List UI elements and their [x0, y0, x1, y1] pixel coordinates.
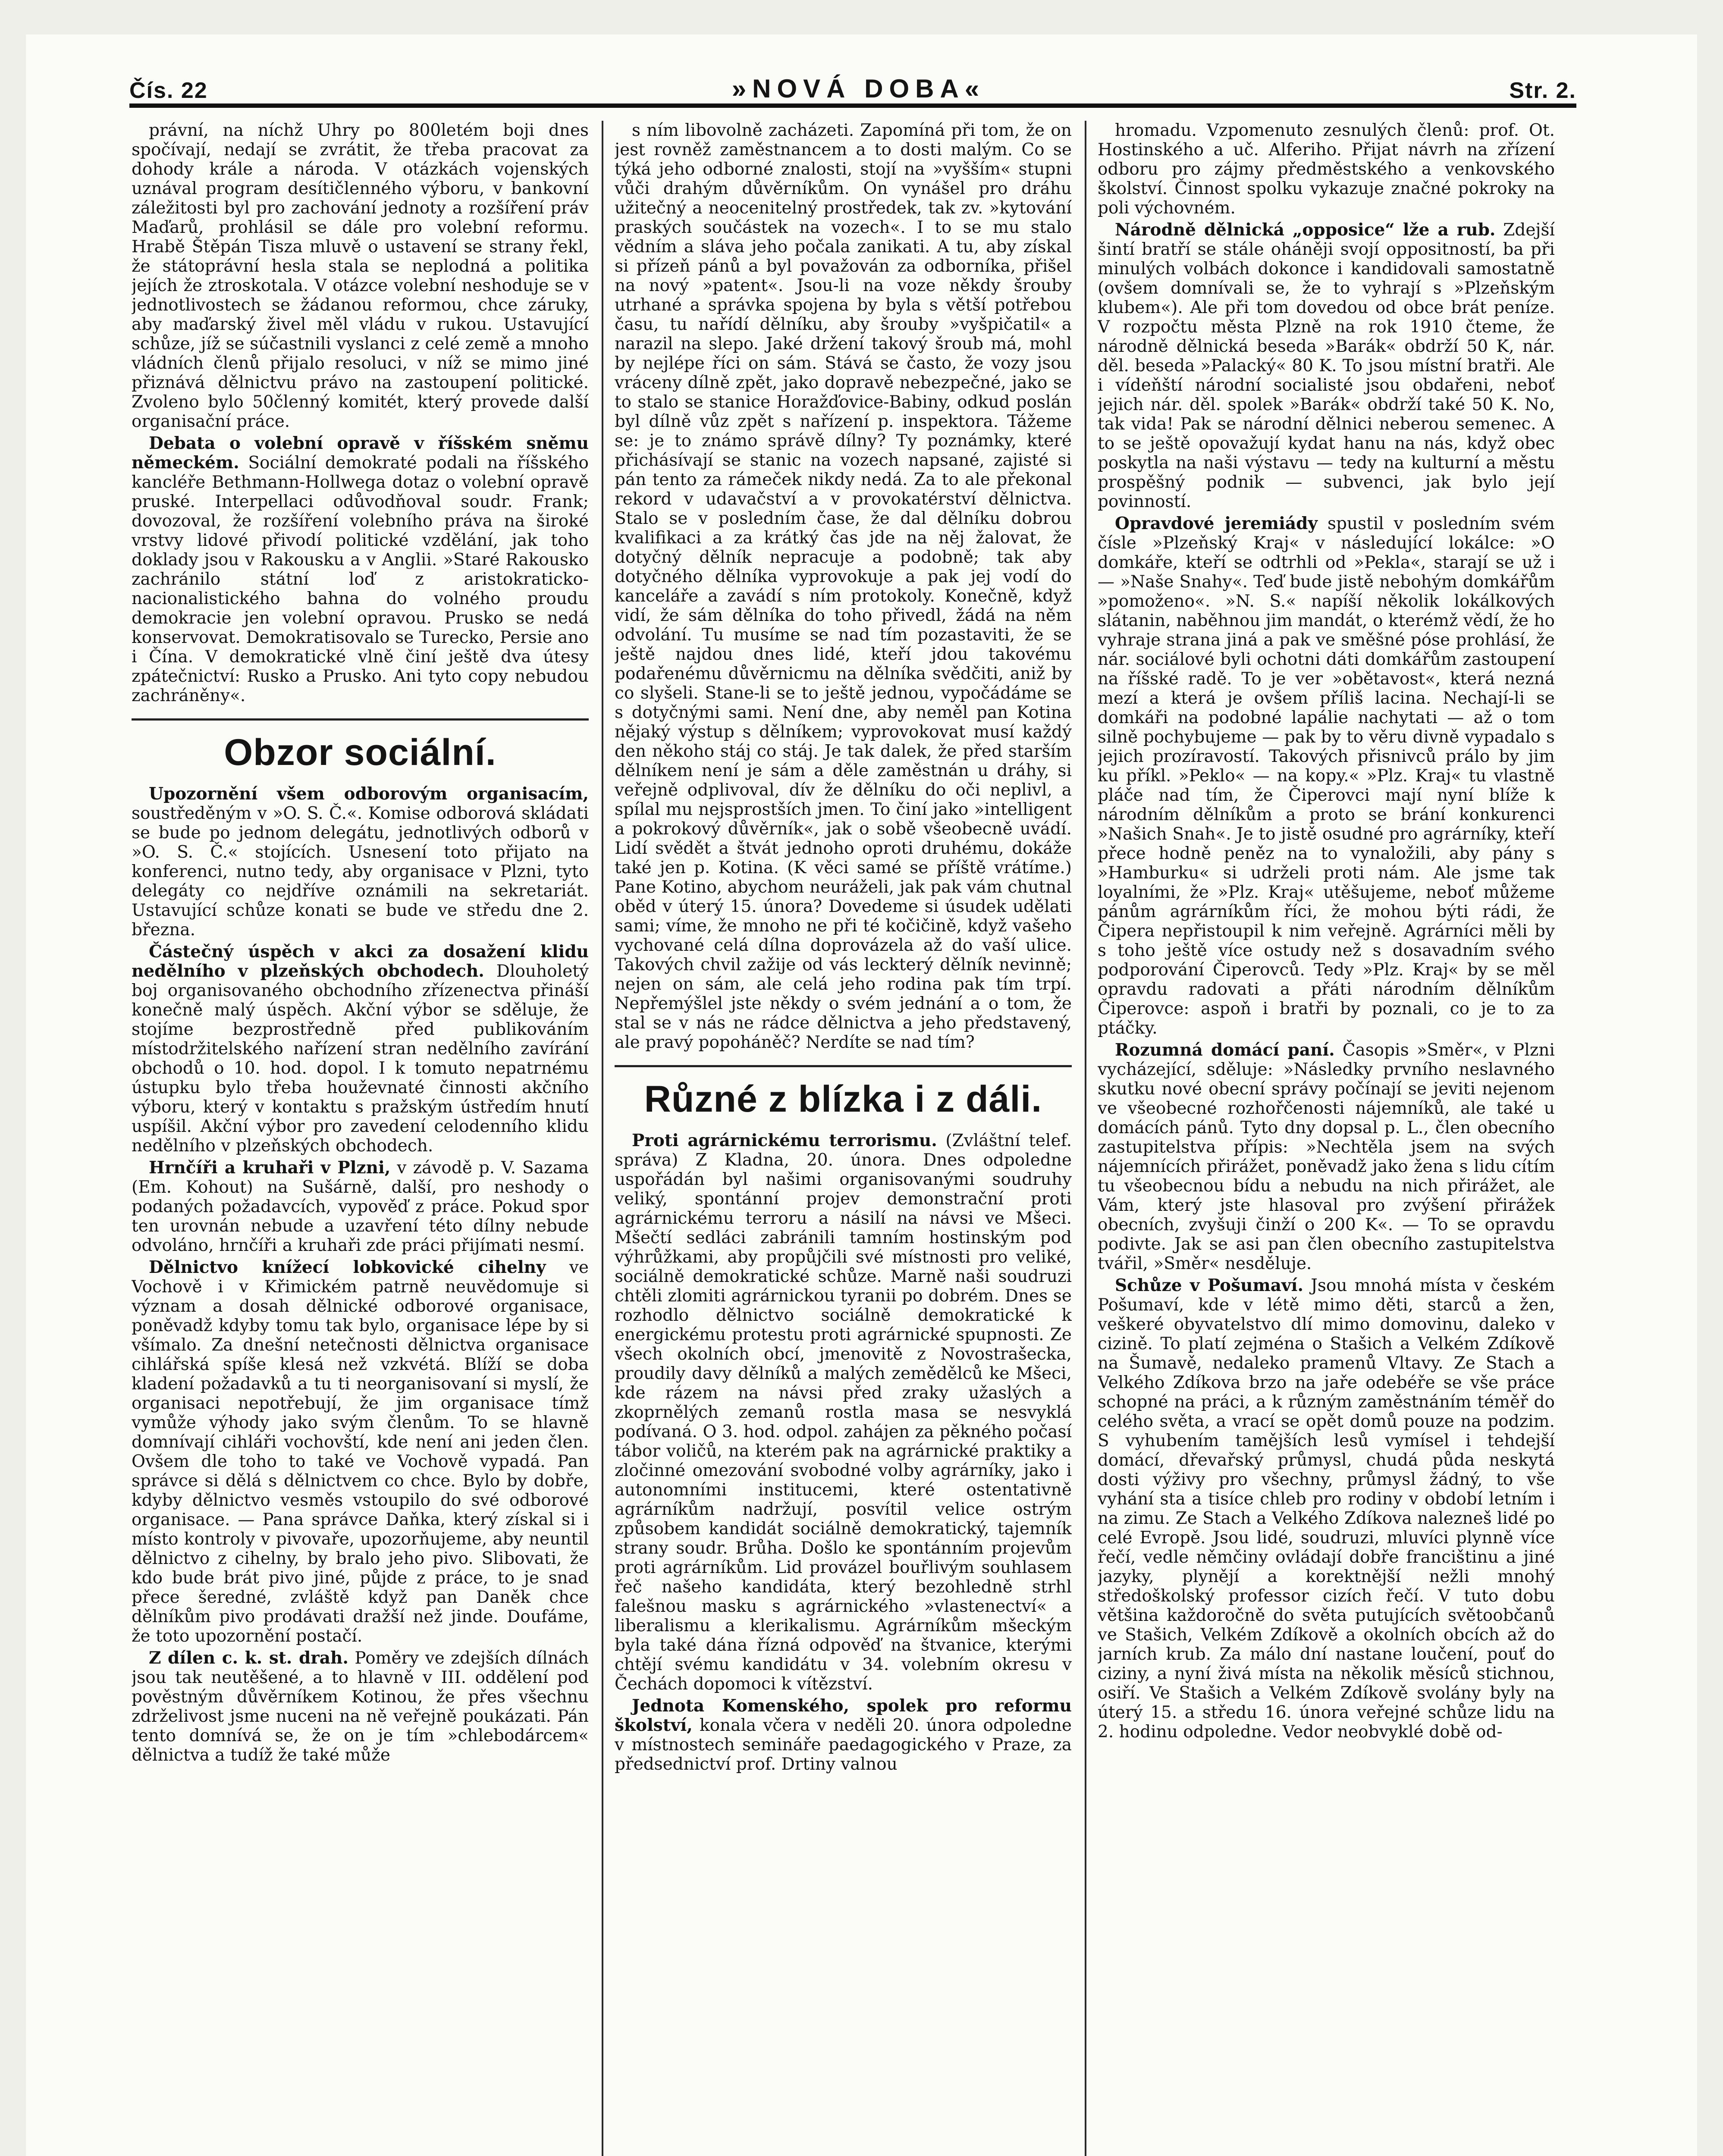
- issue-number: Čís. 22: [129, 78, 208, 103]
- header-rule: [129, 103, 1576, 108]
- article-lead: Opravdové jeremiády: [1115, 514, 1318, 533]
- column-divider-1: [602, 121, 603, 2156]
- section-heading-various: Různé z blízka i z dáli.: [615, 1065, 1072, 1121]
- article-paragraph: [1098, 1040, 1555, 1273]
- article-lead: Částečný úspěch v akci za dosažení klidu nedělního v plzeňských obchodech.: [132, 942, 589, 981]
- article-paragraph: hromadu. Vzpomenuto zesnulých členů: prof. Ot. Hostinského a uč. Alferiho. Přijat návrh na zřízení odboru pro zájmy předměstského a venkovského školství. Činnost spolku vykazuje značné pokroky na poli výchovném.: [1098, 121, 1555, 218]
- article-paragraph: [1098, 1276, 1555, 1742]
- article-paragraph: [132, 1158, 589, 1255]
- article-paragraph: [132, 1258, 589, 1646]
- page-number: Str. 2.: [1509, 78, 1576, 103]
- article-body: spustil v posledním svém čísle »Plzeňský Kraj« v následující lokálce: »O domkáře, kteří se odtrhli od »Pekla«, starají se už i — »Naše Snahy«. Teď bude jistě nebohým domkářům »pomoženo«. »N. S.« napíší několik lokálkových slátanin, naběhnou jim mandát, o kterémž vědí, že ho vyhraje strana jiná a pak ve směšné póse prohlásí, že nár. sociálové byli ochotni dáti domkářům zastoupení na říšské radě. To je ver »obětavost«, která nezná mezí a která je ovšem příliš lacina. Nechají-li se domkáři na podobné lapálie nachytati — až o tom silně pochybujeme — pak by to věru divně vypadalo s jejich prozíravostí. Takových přisnivců prálo by jim ku příkl. »Peklo« — na kopy.« »Plz. Kraj« tu vlastně pláče nad tím, že Čiperovci mají nyní blíže k národním dělníkům a proto se brání konkurenci »Našich Snah«. Je to jistě osudné pro agrárníky, kteří přece hodně peněz na to vynaložili, aby pány s »Hamburku« si udrželi proti nám. Ale jsme tak loyalními, že »Plz. Kraj« utěšujeme, neboť můžeme pánům agrárníkům říci, že mohou býti rádi, že Čipera nepřistoupil k nim veřejně. Agrárníci měli by s toho ještě více ostudy než s dosavadním svého podporování Čiperovců. Tedy »Plz. Kraj« by se měl opravdu radovati a přáti národním dělníkům Čiperovce: aspoň i bratři by poznali, co je to za ptáčky.: [1098, 514, 1555, 1038]
- article-lead: Hrnčíři a kruhaři v Plzni,: [149, 1158, 391, 1178]
- article-paragraph: [1098, 220, 1555, 511]
- article-lead: Rozumná domácí paní.: [1115, 1040, 1335, 1060]
- article-body: konala včera v neděli 20. února odpoledne v místnostech semináře paedagogického v Praze, za předsednictví prof. Drtiny valnou: [615, 1716, 1072, 1774]
- article-body: (Zvláštní telef. správa) Z Kladna, 20. února. Dnes odpoledne uspořádán byl našimi organisovanými soudruhy veliký, spontánní projev demonstrační proti agrárnickému terroru a násilí na návsi ve Mšeci. Mšečtí sedláci zabránili tamním hostinským pod výhrůžkami, aby propůjčili své místnosti pro veliké, sociálně demokratické schůze. Marně naši soudruzi chtěli zlomiti agrárnickou tyranii po dobrém. Dnes se rozhodlo dělnictvo sociálně demokratické k energickému protestu proti agrárnické spupnosti. Ze všech okolních obcí, jmenovitě z Novostrašecka, proudily davy dělníků a malých zemědělců ke Mšeci, kde rázem na návsi před zraky užaslých a zkoprnělých zemanů rostla masa se nesvyklá podívaná. O 3. hod. odpol. zahájen za pěkného počasí tábor voličů, na kterém pak na agrárnické praktiky a zločinné omezování svobodné volby agrárníky, jako i autonomními institucemi, které ostentativně agrárníkům nadržují, posvítil velice ostrým způsobem kandidát sociálně demokratický, tajemník strany soudr. Brůha. Došlo ke spontánním projevům proti agrárníkům. Lid provázel bouřlivým souhlasem řeč našeho kandidáta, který bezohledně strhl falešnou masku s agrárnického »vlastenectví« a liberalismu a klerikalismu. Agrárníkům mšeckým byla také dána řízná odpověď na štvanice, kterými chtějí svému kandidátu v 34. volebním okresu v Čechách dopomoci k vítězství.: [615, 1131, 1072, 1694]
- article-paragraph: [615, 1131, 1072, 1694]
- article-paragraph: [132, 784, 589, 940]
- article-body: Poměry ve zdejších dílnách jsou tak neutěšené, a to hlavně v III. oddělení pod pověstným důvěrníkem Kotinou, že přes všechnu zdrželivost jsme nuceni na ně veřejně poukázati. Pán tento domnívá se, že on je tím »chlebodárcem« dělnictva a tudíž že také může: [132, 1648, 589, 1765]
- column-divider-2: [1085, 121, 1086, 2156]
- article-paragraph: [132, 942, 589, 1156]
- article-paragraph: [615, 1696, 1072, 1774]
- article-lead: Z dílen c. k. st. drah.: [149, 1648, 348, 1668]
- article-lead: Proti agrárnickému terrorismu.: [632, 1131, 937, 1150]
- section-heading-social: Obzor sociální.: [132, 718, 589, 774]
- article-body: soustředěným v »O. S. Č.«. Komise odborová skládati se bude po jednom delegátu, jednotlivých odborů v »O. S. Č.« stojících. Usnesení toto přijato na konferenci, nutno tedy, aby organisace v Plzni, tyto delegáty co nejdříve oznámili na sekretariát. Ustavující schůze konati se bude ve středu dne 2. března.: [132, 804, 589, 940]
- article-body: v závodě p. V. Sazama (Em. Kohout) na Sušárně, další, pro neshody o podaných požadavcích, vypověď z práce. Pokud spor ten urovnán nebude a uzavření této dílny nebude odvoláno, hrnčíři a kruhaři zde práci přijímati nesmí.: [132, 1158, 589, 1255]
- column-1: [132, 121, 589, 2156]
- article-body: Časopis »Směr«, v Plzni vycházející, sděluje: »Následky prvního neslavného skutku nové obecní správy počínají se jeviti nejenom ve všeobecné rozhořčenosti nájemníků, ale také u domácích pánů. Tyto dny dopsal p. L., člen obecního zastupitelstva přípis: »Nechtěla jsem na svých nájemnících přirážet, poněvadž jako žena s lidu cítím tu všeobecnou bídu a nebudu na nich přirážet, ale Vám, který jste hlasoval pro zvýšení přirážek obecních, zvyšuji činží o 200 K«. — To se opravdu podivte. Jak se asi pan člen obecního zastupitelstva tvářil, »Směr« nesděluje.: [1098, 1040, 1555, 1273]
- column-3: [1098, 121, 1555, 2156]
- article-lead: Národně dělnická „opposice“ lže a rub.: [1115, 220, 1496, 240]
- page-header: [129, 34, 1576, 103]
- article-paragraph: právní, na níchž Uhry po 800letém boji dnes spočívají, nedají se zvrátit, že třeba pracovat za dohody krále a národa. V otázkách vojenských uznával program desítičlenného výboru, v bankovní záležitosti byl pro zachování jednoty a rozšíření práv Maďarů, prohlásil se dále pro volební reformu. Hrabě Štěpán Tisza mluvě o ustavení se strany řekl, že státoprávní hesla stala se neplodná a politika jejích že ztroskotala. V otázce volební neshoduje se v jednotlivostech se žádanou reformou, chce záruky, aby maďarský živel měl vládu v rukou. Ustavující schůze, jíž se súčastnili vyslanci z celé země a mnoho vládních členů přijalo resoluci, v níž se mimo jiné přiznává dělnictvu právo na zastoupení politické. Zvoleno bylo 50členný komitét, který provede další organisační práce.: [132, 121, 589, 431]
- article-paragraph: [1098, 514, 1555, 1038]
- article-lead: Dělnictvo knížecí lobkovické cihelny: [149, 1257, 546, 1277]
- article-body: Dlouholetý boj organisovaného obchodního zřízenectva přináší konečně malý úspěch. Akční výbor se sděluje, že stojíme bezprostředně před publikováním místodržitelského nařízení stran nedělního zavírání obchodů o 10. hod. dopol. I k tomuto nepatrnému ústupku bylo třeba houževnaté činnosti akčního výboru, který v kontaktu s pražským ústředím hnutí uspíšil. Akční výbor pro zavedení celodenního klidu nedělního v plzeňských obchodech.: [132, 962, 589, 1156]
- article-paragraph: [132, 434, 589, 705]
- article-body: Zdejší šintí bratří se stále oháněji svojí oppositností, ba při minulých volbách dokonce i kandidovali samostatně (ovšem domnívali se, že to vyhrají s »Plzeňským klubem«). Ale při tom dovedou od obce brát peníze. V rozpočtu města Plzně na rok 1910 čteme, že národně dělnická beseda »Barák« obdrží 50 K, nár. děl. beseda »Palacký« 80 K. To jsou místní bratři. Ale i vídeňští národní socialisté jsou obdařeni, neboť jejich nár. děl. spolek »Barák« obdrží také 50 K. No, tak vida! Pak se národní dělnici neberou semenec. A to se ještě opovažují kydat hanu na nás, když obec poskytla na naši výstavu — tedy na kulturní a městu prospěšný podnik — subvenci, jak bylo její povinností.: [1098, 220, 1555, 511]
- article-paragraph: s ním libovolně zacházeti. Zapomíná při tom, že on jest rovněž zaměstnancem a to dosti malým. Co se týká jeho odborné znalosti, stojí na »vyšším« stupni vůči drahým důvěrníkům. On vynášel pro dráhu užitečný a neocenitelný prostředek, tak zv. »kytování praských součástek na vozech«. I to se mu stalo vědním a sláva jeho počala zanikati. A tu, aby získal si přízeň pánů a byl považován za odborníka, přišel na nový »patent«. Jsou-li na voze někdy šrouby utrhané a správka spojena by byla s větší potřebou času, tu nařídí dělníku, aby šrouby »vyšpičatil« a narazil na slepo. Jaké držení takový šroub má, mohl by nejlépe říci on sám. Stává se často, že vozy jsou vráceny dílně zpět, jako dopravě nebezpečné, jako se to stalo se stanice Horažďovice-Babiny, odkud poslán byl dílně vůz zpět s nařízení p. inspektora. Tážeme se: je to známo správě dílny? Ty poznámky, které přichásívají se stanic na vozech napsané, zajisté si pán tento za rámeček nikdy nedá. Za to ale překonal rekord v udavačství a v provokatérství dělnictva. Stalo se v posledním čase, že dal dělníku dobrou kvalifikaci a za krátký čas jde na něj žalovat, že dotyčný dělník nepracuje a podobně; tak aby dotyčného dělníka vyprovokuje a pak jej vodí do kanceláře a zavádí s ním protokoly. Konečně, když vidí, že sám dělníka do toho přivedl, žádá na něm odvolání. Tu musíme se nad tím pozastaviti, že se ještě najdou dnes lidé, kteří jdou takovému podařenému důvěrnicmu na dělníka svědčiti, aniž by co slyšeli. Stane-li se to ještě jednou, vypočádáme se s dotyčnými sami. Není dne, aby neměl pan Kotina nějaký výstup s dělníkem; vyprovokovat musí každý den někoho stáj co stáj. Je tak dalek, že před starším dělníkem není je sám a děle zaměstnán u dráhy, si veřejně odplivoval, dív že dělníku do oči neplivl, a spílal mu nejsprostších jmen. To činí jako »intelligent a pokrokový důvěrník«, jak o sobě všeobecně uvádí. Lidí svědět a štvát jednoho oproti druhému, dokáže také jen p. Kotina. (K věci samé se příště vrátíme.) Pane Kotino, abychom neuráželi, jak pak vám chutnal oběd v úterý 15. února? Dovedeme si úsudek udělati sami; víme, že mnoho ne při té kočičině, když vašeho vychované celá dílna doprovázela až do vaší ulice. Takových chvil zažije od vás leckterý dělník nevinně; nejen on sám, ale celá jeho rodina pak tím trpí. Nepřemýšlel jste někdy o svém jednání a o tom, že stal se v nás ne rádce dělnictva a jeho představený, ale pravý popoháněč? Nerdíte se nad tím?: [615, 121, 1072, 1052]
- article-body: Sociální demokraté podali na říšského kancléře Bethmann-Hollwega dotaz o volební opravě pruské. Interpellaci odůvodňoval soudr. Frank; dovozoval, že rozšíření volebního práva na široké vrstvy lidové přivodí politické vzdělání, jak toho doklady jsou v Rakousku a v Anglii. »Staré Rakousko zachránilo státní loď z aristokraticko-nacionalistického bahna do volného proudu demokracie jen volební opravou. Prusko se nedá konservovat. Demokratisovalo se Turecko, Persie ano i Čína. V demokratické vlně činí ještě dva útesy zpátečnictví: Rusko a Prusko. Ani tyto copy nebudou zachráněny«.: [132, 453, 589, 705]
- article-lead: Schůze v Pošumaví.: [1115, 1275, 1304, 1295]
- column-2: [615, 121, 1072, 2156]
- article-lead: Jednota Komenského, spolek pro reformu školství,: [615, 1696, 1072, 1735]
- article-body: ve Vochově i v Křimickém patrně neuvědomuje si význam a dosah dělnické odborové organisace, poněvadž kdyby tomu tak bylo, organisace lépe by si všímalo. Za dnešní netečnosti dělnictva organisace cihlářská spíše klesá než vzkvétá. Blíží se doba kladení požadavků a tu ti neorganisovaní si myslí, že organisaci nepotřebují, že jim organisace tímž vymůže výhody jako svým členům. To se hlavně domnívají cihláři vochovští, kde není ani jeden člen. Ovšem dle toho to také ve Vochově vypadá. Pan správce si dělá s dělnictvem co chce. Bylo by dobře, kdyby dělnictvo vesměs vstoupilo do své odborové organisace. — Pana správce Daňka, který získal si i místo kontroly v pivovaře, upozorňujeme, aby neuntil dělnictvo z cihelny, by bralo jeho pivo. Slibovati, že kdo bude brát pivo jiné, půjde z práce, to je snad přece šeredné, zvláště když pan Daněk chce dělníkům pivo prodávati dražší než jinde. Doufáme, že toto upozornění postačí.: [132, 1258, 589, 1646]
- article-lead: Upozornění všem odborovým organisacím,: [149, 784, 589, 804]
- article-body: Jsou mnohá místa v českém Pošumaví, kde v létě mimo děti, starců a žen, veškeré obyvatelstvo dlí mimo domovinu, daleko v cizině. To platí zejména o Stašich a Velkém Zdíkově na Šumavě, nedaleko pramenů Vltavy. Ze Stach a Velkého Zdíkova brzo na jaře odebéře se vše práce schopné na práci, a k různým zaměstnáním téměř do celého světa, a vrací se opět domů pouze na podzim. S vyhubením tamějších lesů vymísel i tehdejší domácí, dřevařský průmysl, chudá půda neskytá dosti výživy pro všechny, průmysl žádný, to vše vyhání sta a tisíce chleb pro rodiny v období letním i na zimu. Ze Stach a Velkého Zdíkova nalezneš lidé po celé Evropě. Jsou lidé, soudruzi, mluvíci plynně více řečí, vedle němčiny ovládají dobře francištinu a jiné jazyky, plynějí a korektnější nežli mnohý středoškolský professor cizích řečí. V tuto dobu většina každoročně do světa putujících světoobčanů ve Stašich, Velkém Zdíkově a okolních obcích až do jarních krub. Za málo dní nastane loučení, pouť do ciziny, a nyní živá místa na několik měsíců stichnou, osiří. Ve Stašich a Velkém Zdíkově svolány byly na úterý 15. a středu 16. února veřejné schůze lidu na 2. hodinu odpoledne. Vedor neobvyklé době od-: [1098, 1276, 1555, 1742]
- article-lead: Debata o volební opravě v říšském sněmu německém.: [132, 433, 589, 473]
- masthead-title: »NOVÁ DOBA«: [731, 74, 985, 103]
- article-paragraph: [132, 1648, 589, 1765]
